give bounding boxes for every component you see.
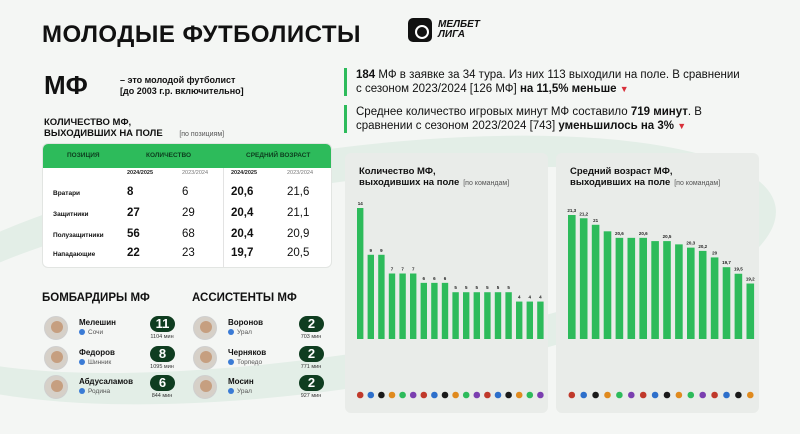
table-title-line2: ВЫХОДИВШИХ НА ПОЛЕ	[44, 128, 163, 139]
table-title-line1: КОЛИЧЕСТВО МФ,	[44, 117, 132, 128]
team-logo-icon	[711, 392, 718, 399]
bar-value-label: 5	[454, 285, 457, 291]
row-count-2324: 68	[182, 228, 195, 240]
bar	[604, 231, 612, 339]
team-logo-icon	[389, 392, 396, 399]
bar-value-label: 5	[486, 285, 489, 291]
team-logo-icon	[410, 392, 417, 399]
bar-value-label: 19,2	[745, 276, 755, 282]
bar	[505, 292, 511, 339]
bar	[616, 238, 624, 339]
row-age-2324: 21,1	[287, 207, 310, 219]
info-minutes-text2: . В сравнении с сезоном 2023/2024 [743]	[356, 106, 702, 132]
team-logo-icon	[79, 359, 85, 365]
scorer-item	[44, 346, 184, 372]
player-avatar	[44, 316, 68, 340]
team-logo-icon	[652, 392, 659, 399]
bar-value-label: 6	[443, 275, 447, 281]
team-logo-icon	[688, 392, 695, 399]
row-position-label: Полузащитники	[53, 232, 104, 239]
info-count-text: МФ в заявке за 34 тура. Из них 113 выходили на поле. В сравнении с сезоном 2023/2024 [126 МФ]	[356, 69, 740, 95]
row-count-2425: 8	[127, 186, 134, 198]
player-name: Федоров	[79, 348, 115, 357]
team-logo-icon	[527, 392, 534, 399]
team-logo-icon	[747, 392, 754, 399]
bar-value-label: 9	[380, 247, 383, 253]
team-logo-icon	[399, 392, 406, 399]
chart-title-line2: выходивших на поле	[570, 177, 671, 188]
bar-value-label: 6	[422, 275, 426, 281]
row-age-2425: 20,6	[231, 186, 254, 198]
bar	[410, 274, 416, 340]
team-logo-icon	[495, 392, 502, 399]
player-minutes: 771 мин	[300, 364, 322, 370]
chart-title-line2: выходивших на поле	[359, 177, 460, 188]
chart-card-count	[345, 153, 548, 413]
bar-value-label: 4	[517, 294, 521, 300]
table-header	[43, 144, 332, 168]
player-name: Черняков	[228, 348, 267, 357]
mf-desc-line2: [до 2003 г.р. включительно]	[120, 86, 244, 96]
team-logo-icon	[474, 392, 481, 399]
team-logo-icon	[735, 392, 742, 399]
bar-value-label: 20,6	[615, 230, 624, 236]
bar	[735, 274, 743, 339]
down-arrow-icon: ▼	[619, 84, 629, 94]
player-value-badge: 2	[299, 375, 324, 391]
player-team	[228, 359, 262, 366]
team-logo-icon	[421, 392, 428, 399]
scorer-item	[44, 316, 184, 342]
table-title	[44, 117, 224, 140]
header-age: СРЕДНИЙ ВОЗРАСТ	[246, 152, 311, 159]
table-note: [по позициям]	[179, 131, 225, 138]
bar-value-label: 14	[357, 201, 363, 206]
team-logo-icon	[604, 392, 611, 399]
header-count: КОЛИЧЕСТВО	[146, 152, 192, 159]
bar-value-label: 21,3	[567, 208, 577, 213]
chart-note: [по командам]	[463, 180, 510, 187]
bar	[495, 292, 501, 339]
bar	[368, 255, 374, 339]
assist-item	[193, 375, 333, 401]
team-logo-icon	[505, 392, 512, 399]
bar-value-label: 7	[411, 266, 415, 272]
player-avatar	[193, 375, 217, 399]
player-value-badge: 2	[299, 316, 324, 332]
team-logo-icon	[664, 392, 671, 399]
team-logo-icon	[569, 392, 576, 399]
team-logo-icon	[378, 392, 385, 399]
info-count-bold: на 11,5% меньше	[519, 83, 617, 95]
bar	[747, 284, 755, 339]
row-age-2324: 20,9	[287, 228, 310, 240]
bar-value-label: 20,2	[698, 243, 708, 249]
bar-value-label: 20,6	[638, 230, 648, 236]
team-logo-icon	[442, 392, 449, 399]
team-logo-icon	[699, 392, 706, 399]
sub-age-2425: 2024/2025	[231, 170, 257, 176]
player-value-badge: 11	[150, 316, 175, 332]
bar	[568, 215, 576, 339]
mf-description	[120, 75, 320, 97]
team-logo-icon	[676, 392, 683, 399]
bar	[431, 283, 437, 339]
bar-value-label: 7	[390, 266, 394, 272]
row-position-label: Нападающие	[53, 251, 96, 258]
player-team-name: Сочи	[88, 329, 104, 336]
mf-desc-line1: – это молодой футболист	[120, 75, 236, 85]
player-name: Воронов	[228, 318, 264, 327]
info-minutes-bold2: уменьшилось на 3%	[558, 120, 675, 132]
team-logo-icon	[537, 392, 544, 399]
player-minutes: 844 мин	[151, 393, 173, 399]
team-logo-icon	[357, 392, 364, 399]
bar	[527, 302, 533, 339]
team-logo-icon	[484, 392, 491, 399]
bar-value-label: 4	[528, 294, 532, 300]
down-arrow-icon: ▼	[677, 121, 687, 131]
bar	[399, 274, 405, 340]
team-logo-icon	[463, 392, 470, 399]
bar	[580, 218, 588, 339]
info-minutes-text1: Среднее количество игровых минут МФ составило	[356, 106, 631, 118]
chart-title-line1: Средний возраст МФ,	[570, 166, 673, 177]
bar-value-label: 7	[401, 266, 404, 272]
bar	[628, 238, 636, 339]
logo-icon	[408, 18, 432, 42]
info-block-count	[344, 68, 744, 96]
bar-chart-age	[556, 153, 759, 413]
team-logo-icon	[640, 392, 647, 399]
team-logo-icon	[616, 392, 623, 399]
player-team-name: Родина	[88, 388, 111, 395]
bar-value-label: 20,5	[662, 234, 672, 240]
player-team	[79, 329, 103, 336]
bar-value-label: 5	[496, 285, 500, 291]
row-count-2324: 29	[182, 207, 195, 219]
team-logo-icon	[368, 392, 375, 399]
row-age-2425: 20,4	[231, 228, 254, 240]
bar	[442, 283, 448, 339]
bar	[378, 255, 384, 339]
bar-value-label: 19,5	[734, 266, 743, 272]
bar	[463, 292, 469, 339]
positions-table	[42, 143, 332, 268]
info-count-number: 184	[356, 69, 376, 81]
team-logo-icon	[452, 392, 459, 399]
bar	[357, 208, 363, 339]
sub-age-2324: 2023/2024	[287, 170, 313, 176]
team-logo-icon	[228, 359, 234, 365]
info-minutes-bold1: 719 минут	[630, 106, 688, 118]
bar	[639, 238, 647, 339]
bar-value-label: 9	[369, 247, 373, 253]
assists-title: АССИСТЕНТЫ МФ	[192, 292, 297, 304]
bar	[711, 257, 719, 339]
bar	[663, 241, 671, 339]
row-position-label: Защитники	[53, 211, 89, 218]
player-avatar	[193, 346, 217, 370]
row-age-2425: 19,7	[231, 247, 254, 259]
player-minutes: 927 мин	[300, 393, 322, 399]
bar	[592, 225, 600, 339]
team-logo-icon	[79, 329, 85, 335]
bar	[484, 292, 490, 339]
player-team-name: Торпедо	[237, 359, 263, 366]
bar	[687, 248, 695, 339]
table-divider	[223, 168, 224, 268]
melbet-liga-logo	[408, 18, 480, 42]
bar-value-label: 6	[433, 275, 436, 281]
player-avatar	[44, 375, 68, 399]
player-team	[228, 329, 252, 336]
team-logo-icon	[79, 388, 85, 394]
team-logo-icon	[580, 392, 587, 399]
row-count-2425: 22	[127, 247, 140, 259]
bar	[516, 302, 522, 339]
bar-value-label: 5	[507, 285, 510, 291]
row-count-2324: 6	[182, 186, 189, 198]
assist-item	[193, 346, 333, 372]
bar	[421, 283, 427, 339]
team-logo-icon	[228, 329, 234, 335]
player-team-name: Шинник	[88, 359, 112, 366]
bar-value-label: 20,3	[686, 240, 696, 246]
bar	[723, 267, 731, 339]
logo-line1: МЕЛБЕТ	[438, 19, 480, 30]
bar	[537, 302, 543, 339]
assist-item	[193, 316, 333, 342]
page-title: МОЛОДЫЕ ФУТБОЛИСТЫ	[42, 21, 361, 48]
team-logo-icon	[592, 392, 599, 399]
player-avatar	[193, 316, 217, 340]
row-age-2425: 20,4	[231, 207, 254, 219]
player-minutes: 1095 мин	[150, 364, 174, 370]
bar	[651, 241, 659, 339]
team-logo-icon	[723, 392, 730, 399]
bar-value-label: 4	[539, 294, 542, 300]
scorers-title: БОМБАРДИРЫ МФ	[42, 292, 150, 304]
team-logo-icon	[628, 392, 635, 399]
player-minutes: 703 мин	[300, 334, 322, 340]
sub-count-2324: 2023/2024	[182, 170, 208, 176]
player-minutes: 1104 мин	[150, 334, 174, 340]
player-name: Мелешин	[79, 318, 116, 327]
player-value-badge: 2	[299, 346, 324, 362]
row-age-2324: 20,5	[287, 247, 310, 259]
row-age-2324: 21,6	[287, 186, 310, 198]
row-count-2425: 56	[127, 228, 140, 240]
team-logo-icon	[228, 388, 234, 394]
scorer-item	[44, 375, 184, 401]
bar-chart-count	[345, 153, 548, 413]
player-team-name: Урал	[237, 388, 252, 395]
bar	[675, 244, 683, 339]
team-logo-icon	[431, 392, 438, 399]
header-position: ПОЗИЦИЯ	[67, 152, 100, 159]
bar	[389, 274, 395, 340]
player-team-name: Урал	[237, 329, 252, 336]
bar	[699, 251, 707, 339]
player-team	[228, 388, 252, 395]
chart-card-age	[556, 153, 759, 413]
team-logo-icon	[516, 392, 523, 399]
player-team	[79, 359, 111, 366]
bar	[452, 292, 458, 339]
bar-value-label: 5	[475, 285, 479, 291]
info-block-minutes	[344, 105, 744, 133]
bar-value-label: 5	[464, 285, 468, 291]
mf-label: МФ	[44, 70, 88, 100]
player-name: Мосин	[228, 377, 254, 386]
chart-title-line1: Количество МФ,	[359, 166, 436, 177]
row-position-label: Вратари	[53, 190, 81, 197]
bar-value-label: 19,7	[722, 260, 731, 266]
player-team	[79, 388, 110, 395]
player-value-badge: 8	[150, 346, 175, 362]
player-value-badge: 6	[150, 375, 175, 391]
bar-value-label: 21	[593, 217, 599, 223]
row-count-2425: 27	[127, 207, 140, 219]
bar-value-label: 20	[712, 250, 718, 256]
player-avatar	[44, 346, 68, 370]
chart-note: [по командам]	[674, 180, 721, 187]
logo-line2: ЛИГА	[438, 29, 465, 40]
player-name: Абдусаламов	[79, 377, 133, 386]
sub-count-2425: 2024/2025	[127, 170, 153, 176]
bar-value-label: 21,2	[579, 211, 589, 217]
bar	[474, 292, 480, 339]
row-count-2324: 23	[182, 247, 195, 259]
